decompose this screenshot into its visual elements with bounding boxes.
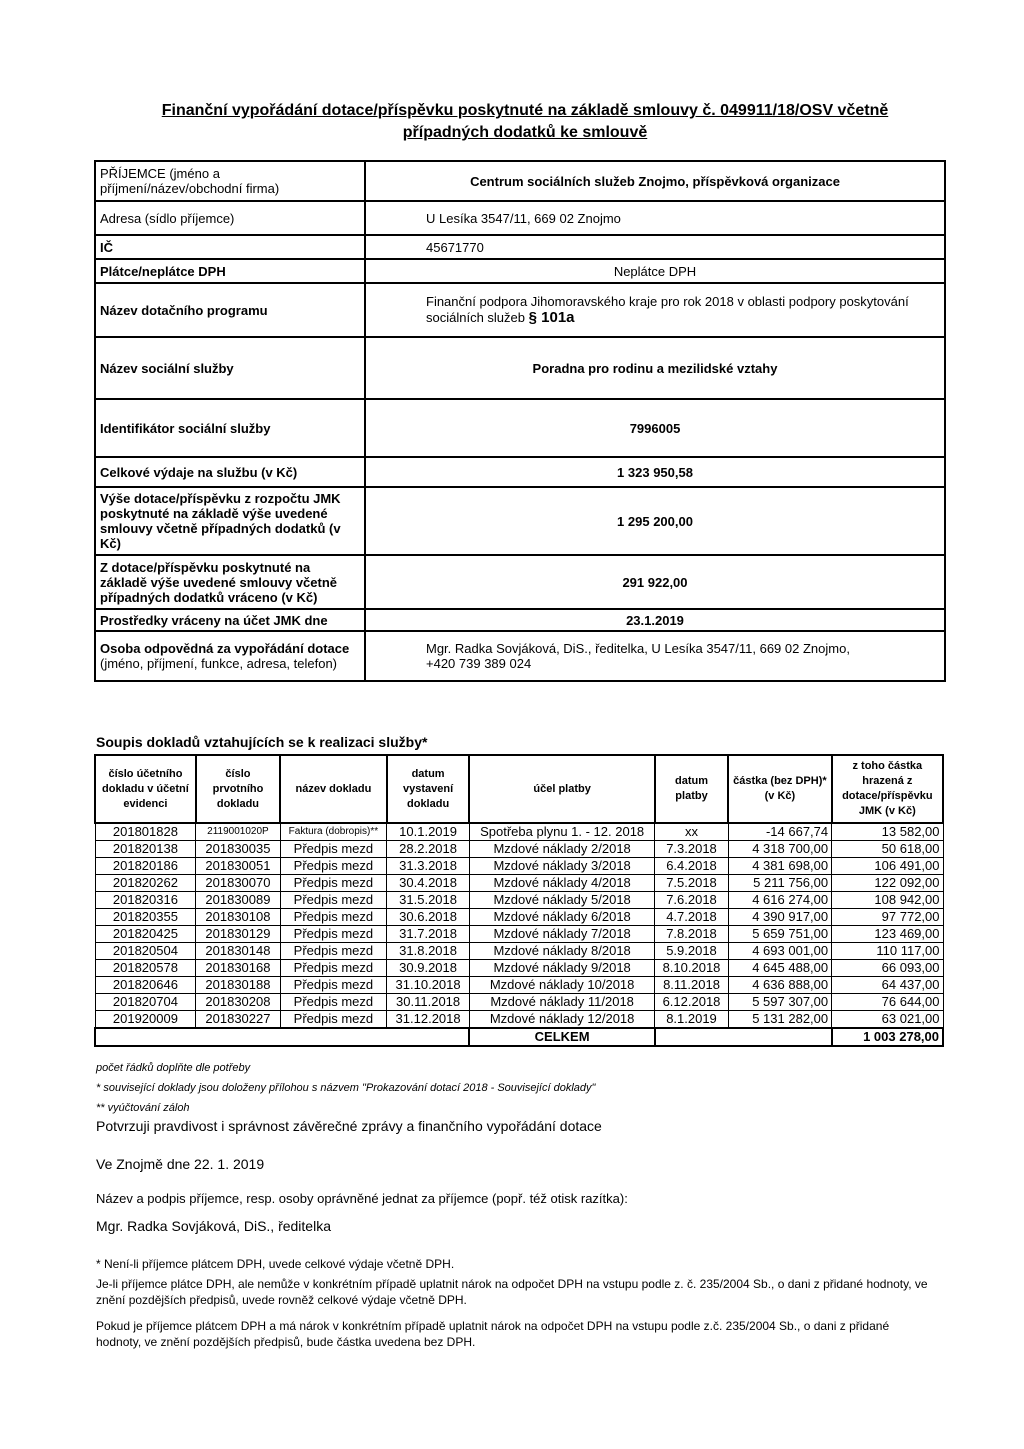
table-cell: 106 491,00 [832,858,943,875]
vat-status-label: Plátce/neplátce DPH [95,259,365,283]
table-cell: 201830188 [196,977,280,994]
place-date: Ve Znojmě dne 22. 1. 2019 [96,1156,265,1172]
table-cell: 31.7.2018 [387,926,470,943]
table-cell: 201830108 [196,909,280,926]
table-cell: Mzdové náklady 4/2018 [469,875,654,892]
table-cell: 7.8.2018 [655,926,728,943]
table-cell: 4 693 001,00 [728,943,831,960]
table-row [95,926,943,943]
table-cell: 5.9.2018 [655,943,728,960]
vat-note-2: Je-li příjemce plátce DPH, ale nemůže v konkrétním případě uplatnit nárok na odpočet DPH na vstupu podle z. č. 235/2004 Sb., o dani z přidané hodnoty, ve znění pozdějších předpisů, uvede rovněž celkové výdaje včetně DPH. [96,1277,928,1307]
recipient-label: PŘÍJEMCE (jméno a příjmení/název/obchodní firma) [95,161,365,201]
table-cell: Mzdové náklady 2/2018 [469,841,654,858]
table-cell: 5 131 282,00 [728,1011,831,1029]
table-cell: 201830148 [196,943,280,960]
total-expenses-label: Celkové výdaje na službu (v Kč) [95,457,365,487]
total-label: CELKEM [469,1028,654,1046]
table-row [95,892,943,909]
table-cell: 8.1.2019 [655,1011,728,1029]
table-cell: 201820504 [95,943,196,960]
returned-date-value: 23.1.2019 [365,609,945,631]
table-cell: Mzdové náklady 7/2018 [469,926,654,943]
table-cell: 122 092,00 [832,875,943,892]
program-value [365,283,945,337]
table-cell: Předpis mezd [280,994,387,1011]
table-cell: 4 636 888,00 [728,977,831,994]
table-cell: 4 381 698,00 [728,858,831,875]
table-cell: 97 772,00 [832,909,943,926]
service-value: Poradna pro rodinu a mezilidské vztahy [365,337,945,399]
address-label: Adresa (sídlo příjemce) [95,201,365,235]
table-cell: Předpis mezd [280,858,387,875]
table-cell: 7.3.2018 [655,841,728,858]
table-cell: 7.5.2018 [655,875,728,892]
table-cell: 30.6.2018 [387,909,470,926]
responsible-person-value: Mgr. Radka Sovjáková, DiS., ředitelka, U Lesíka 3547/11, 669 02 Znojmo, +420 739 389 024 [365,631,945,681]
table-cell: 31.5.2018 [387,892,470,909]
address-value: U Lesíka 3547/11, 669 02 Znojmo [365,201,945,235]
total-expenses-value: 1 323 950,58 [365,457,945,487]
star-note: * související doklady jsou doloženy přílohou s názvem "Prokazování dotací 2018 - Související doklady" [96,1082,596,1094]
table-cell: 31.3.2018 [387,858,470,875]
table-row [95,823,943,841]
table-cell: Mzdové náklady 12/2018 [469,1011,654,1029]
total-row [95,1028,943,1046]
returned-amount-value: 291 922,00 [365,555,945,609]
table-cell: 6.12.2018 [655,994,728,1011]
table-cell: 123 469,00 [832,926,943,943]
title-line-1: Finanční vypořádání dotace/příspěvku poskytnuté na základě smlouvy č. 049911/18/OSV včetně [161,102,889,119]
table-cell: -14 667,74 [728,823,831,841]
table-cell: 201830070 [196,875,280,892]
service-label: Název sociální služby [95,337,365,399]
table-cell: 201820262 [95,875,196,892]
table-cell: 5 597 307,00 [728,994,831,1011]
table-row [95,960,943,977]
table-cell: 4.7.2018 [655,909,728,926]
table-cell: Předpis mezd [280,892,387,909]
table-cell: Mzdové náklady 11/2018 [469,994,654,1011]
table-row [95,858,943,875]
table-cell: 76 644,00 [832,994,943,1011]
col-header-grant-part: z toho částka hrazená z dotace/příspěvku JMK (v Kč) [832,755,943,823]
signer-name: Mgr. Radka Sovjáková, DiS., ředitelka [96,1218,331,1234]
table-cell: 201801828 [95,823,196,841]
table-cell: Faktura (dobropis)** [280,823,387,841]
col-header-doc-name: název dokladu [280,755,387,823]
vat-note-3: Pokud je příjemce plátcem DPH a má nárok v konkrétním případě uplatnit nárok na odpočet DPH na vstupu podle z.č. 235/2004 Sb., o dani z přidané hodnoty, ve znění pozdějších předpisů, bude částka uvedena bez DPH. [96,1319,890,1349]
table-cell: Předpis mezd [280,875,387,892]
table-cell: 201820138 [95,841,196,858]
table-cell: 2119001020P [196,823,280,841]
table-cell: 201830089 [196,892,280,909]
col-header-payment-date: datum platby [655,755,728,823]
table-cell: Mzdové náklady 5/2018 [469,892,654,909]
table-cell: 201830051 [196,858,280,875]
table-cell: 63 021,00 [832,1011,943,1029]
table-cell: 108 942,00 [832,892,943,909]
recipient-value: Centrum sociálních služeb Znojmo, příspěvková organizace [365,161,945,201]
table-cell: 30.9.2018 [387,960,470,977]
receipts-table [94,754,944,1047]
receipts-section-title: Soupis dokladů vztahujících se k realizaci služby* [96,734,428,750]
table-cell: 201820425 [95,926,196,943]
program-text: Finanční podpora Jihomoravského kraje pro rok 2018 v oblasti podpory poskytování sociálních služeb [426,294,909,325]
table-cell: 201830227 [196,1011,280,1029]
col-header-issue-date: datum vystavení dokladu [387,755,470,823]
table-cell: 50 618,00 [832,841,943,858]
table-cell: 31.8.2018 [387,943,470,960]
grant-amount-label: Výše dotace/příspěvku z rozpočtu JMK poskytnuté na základě výše uvedené smlouvy včetně případných dodatků (v Kč) [95,487,365,555]
table-cell: 201820704 [95,994,196,1011]
table-cell: Předpis mezd [280,1011,387,1029]
responsible-person-label: Osoba odpovědná za vypořádání dotace (jméno, příjmení, funkce, adresa, telefon) [95,631,365,681]
total-value: 1 003 278,00 [832,1028,943,1046]
program-label: Název dotačního programu [95,283,365,337]
table-cell: 4 390 917,00 [728,909,831,926]
table-cell: 110 117,00 [832,943,943,960]
double-star-note: ** vyúčtování záloh [96,1102,190,1114]
table-cell: 5 211 756,00 [728,875,831,892]
table-cell: Mzdové náklady 3/2018 [469,858,654,875]
table-cell: Předpis mezd [280,909,387,926]
table-row [95,994,943,1011]
table-cell: Mzdové náklady 6/2018 [469,909,654,926]
table-cell: 8.10.2018 [655,960,728,977]
table-cell: 30.4.2018 [387,875,470,892]
table-cell: 4 318 700,00 [728,841,831,858]
table-row [95,943,943,960]
vat-note-1: * Není-li příjemce plátcem DPH, uvede celkové výdaje včetně DPH. [96,1257,455,1271]
table-row [95,841,943,858]
table-cell: 201820578 [95,960,196,977]
table-cell: 4 645 488,00 [728,960,831,977]
table-cell: 8.11.2018 [655,977,728,994]
table-cell: 31.12.2018 [387,1011,470,1029]
vat-status-value: Neplátce DPH [365,259,945,283]
table-cell: 30.11.2018 [387,994,470,1011]
grant-amount-value: 1 295 200,00 [365,487,945,555]
table-cell: Předpis mezd [280,926,387,943]
table-cell: Předpis mezd [280,943,387,960]
ic-value: 45671770 [365,235,945,259]
ic-label: IČ [95,235,365,259]
table-cell: 4 616 274,00 [728,892,831,909]
table-cell: 28.2.2018 [387,841,470,858]
table-cell: 13 582,00 [832,823,943,841]
program-section: § 101a [528,309,575,326]
table-cell: 201820646 [95,977,196,994]
table-cell: 7.6.2018 [655,892,728,909]
table-cell: 201820355 [95,909,196,926]
table-cell: 66 093,00 [832,960,943,977]
col-header-amount: částka (bez DPH)* (v Kč) [728,755,831,823]
table-row [95,977,943,994]
table-cell: Předpis mezd [280,960,387,977]
table-row [95,875,943,892]
table-row [95,1011,943,1029]
table-cell: 10.1.2019 [387,823,470,841]
table-cell: Spotřeba plynu 1. - 12. 2018 [469,823,654,841]
returned-amount-label: Z dotace/příspěvku poskytnuté na základě výše uvedené smlouvy včetně případných dodatků vráceno (v Kč) [95,555,365,609]
confirmation-text: Potvrzuji pravdivost i správnost závěrečné zprávy a finančního vypořádání dotace [96,1118,602,1134]
table-row [95,909,943,926]
col-header-primary-doc: číslo prvotního dokladu [196,755,280,823]
service-id-value: 7996005 [365,399,945,457]
table-cell: 5 659 751,00 [728,926,831,943]
table-cell: 6.4.2018 [655,858,728,875]
table-cell: 201830035 [196,841,280,858]
returned-date-label: Prostředky vráceny na účet JMK dne [95,609,365,631]
table-cell: 201820316 [95,892,196,909]
total-spacer [95,1028,469,1046]
table-cell: 201830208 [196,994,280,1011]
recipient-info-table [94,160,946,682]
table-cell: 201830129 [196,926,280,943]
table-cell: Mzdové náklady 10/2018 [469,977,654,994]
document-title [100,100,950,144]
table-cell: 201820186 [95,858,196,875]
table-cell: 201920009 [95,1011,196,1029]
col-header-accounting-doc: číslo účetního dokladu v účetní evidenci [95,755,196,823]
col-header-purpose: účel platby [469,755,654,823]
signature-label: Název a podpis příjemce, resp. osoby oprávněné jednat za příjemce (popř. též otisk razítka): [96,1191,628,1206]
table-cell: Předpis mezd [280,841,387,858]
table-cell: Mzdové náklady 8/2018 [469,943,654,960]
rows-note: počet řádků doplňte dle potřeby [96,1062,251,1074]
service-id-label: Identifikátor sociální služby [95,399,365,457]
total-spacer-2 [655,1028,832,1046]
table-cell: Předpis mezd [280,977,387,994]
table-cell: 201830168 [196,960,280,977]
table-cell: Mzdové náklady 9/2018 [469,960,654,977]
table-cell: 31.10.2018 [387,977,470,994]
table-cell: xx [655,823,728,841]
title-line-2: případných dodatků ke smlouvě [402,124,648,141]
table-cell: 64 437,00 [832,977,943,994]
